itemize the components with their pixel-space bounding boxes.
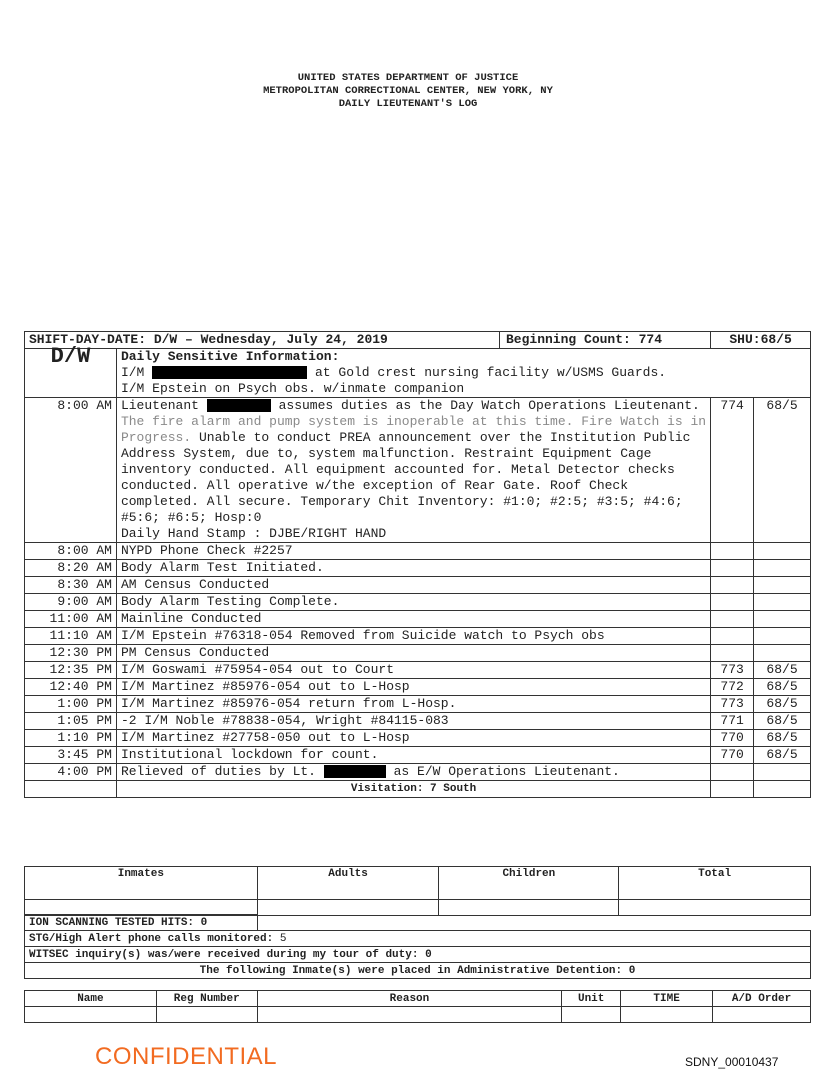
entry-text: Mainline Conducted	[116, 611, 710, 628]
entry-text: AM Census Conducted	[116, 577, 710, 594]
log-entry	[25, 696, 811, 713]
entry-text-1: assumes duties as the Day Watch Operations Lieutenant.	[278, 398, 700, 413]
entry-gray-text: The fire alarm and pump system is inoperable at this time. Fire Watch is in Progress.	[120, 414, 707, 445]
sensitive-line-2: I/M Epstein on Psych obs. w/inmate companion	[120, 381, 465, 396]
redaction-box	[207, 399, 271, 412]
entry-time: 11:00 AM	[25, 611, 117, 628]
entry-text: -2 I/M Noble #78838-054, Wright #84115-083	[116, 713, 710, 730]
visitation-header-adults: Adults	[257, 867, 439, 900]
entry-count: 770	[711, 730, 754, 747]
stg-label: STG/High Alert phone calls monitored:	[29, 932, 274, 945]
adseg-header-name: Name	[25, 991, 157, 1007]
redaction-box	[152, 366, 307, 379]
adseg-title: The following Inmate(s) were placed in Administrative Detention: 0	[25, 963, 811, 979]
entry-suffix: as E/W Operations Lieutenant.	[393, 764, 620, 779]
entry-time: 1:00 PM	[25, 696, 117, 713]
header-line-2: METROPOLITAN CORRECTIONAL CENTER, NEW YORK, NY	[263, 85, 553, 97]
entry-text: Institutional lockdown for count.	[116, 747, 710, 764]
adseg-header-time: TIME	[621, 991, 713, 1007]
entry-time: 8:30 AM	[25, 577, 117, 594]
entry-time: 12:40 PM	[25, 679, 117, 696]
entry-text: I/M Martinez #27758-050 out to L-Hosp	[116, 730, 710, 747]
visitation-table	[24, 866, 811, 916]
sensitive-line-1-suffix: at Gold crest nursing facility w/USMS Guards.	[314, 365, 667, 380]
entry-shu	[754, 594, 811, 611]
entry-shu: 68/5	[754, 679, 811, 696]
entry-count	[711, 628, 754, 645]
entry-text: Body Alarm Testing Complete.	[116, 594, 710, 611]
sensitive-title: Daily Sensitive Information:	[120, 349, 340, 364]
entry-count	[711, 560, 754, 577]
entry-time: 4:00 PM	[25, 764, 117, 781]
confidential-stamp: CONFIDENTIAL	[95, 1043, 278, 1070]
ion-scanning: ION SCANNING TESTED HITS: 0	[25, 915, 258, 931]
header-line-1: UNITED STATES DEPARTMENT OF JUSTICE	[297, 72, 519, 84]
entry-text: I/M Martinez #85976-054 return from L-Hosp.	[116, 696, 710, 713]
entry-text-2: Unable to conduct PREA announcement over the Institution Public Address System, due to, system malfunction. Restraint Equipment Cage inventory conducted. All equipment accounted for. Metal Detector checks conducted. All operative w/the exception of Rear Gate. Roof Check completed. All secure. Temporary Chit Inventory: #1:0; #2:5; #3:5; #4:6; #5:6; #6:5; Hosp:0	[120, 430, 691, 525]
status-table	[24, 914, 811, 979]
log-entries	[25, 543, 811, 764]
entry-shu: 68/5	[754, 696, 811, 713]
visitation-title-row	[25, 781, 811, 798]
log-entry	[25, 560, 811, 577]
witsec-inquiry: WITSEC inquiry(s) was/were received during my tour of duty: 0	[25, 947, 811, 963]
log-table	[24, 331, 811, 798]
document-header	[0, 72, 816, 111]
entry-time: 3:45 PM	[25, 747, 117, 764]
log-entry	[25, 713, 811, 730]
log-entry	[25, 628, 811, 645]
entry-text: I/M Martinez #85976-054 out to L-Hosp	[116, 679, 710, 696]
visitation-header-inmates: Inmates	[25, 867, 258, 900]
entry-shu	[754, 611, 811, 628]
log-entry	[25, 611, 811, 628]
entry-time: 9:00 AM	[25, 594, 117, 611]
entry-text	[116, 764, 710, 781]
log-entry	[25, 577, 811, 594]
entry-count	[711, 543, 754, 560]
adseg-header-reg: Reg Number	[156, 991, 257, 1007]
redaction-box	[324, 765, 386, 778]
entry-text: PM Census Conducted	[116, 645, 710, 662]
sensitive-line-1	[121, 365, 806, 381]
entry-shu	[754, 628, 811, 645]
shift-day-date-text: SHIFT-DAY-DATE: D/W – Wednesday, July 24, 2019	[25, 332, 500, 348]
entry-prefix: Relieved of duties by Lt.	[120, 764, 316, 779]
log-entry	[25, 543, 811, 560]
entry-shu: 68/5	[754, 398, 811, 543]
entry-count	[711, 577, 754, 594]
sensitive-line-1-prefix: I/M	[120, 365, 145, 380]
entry-time: 8:00 AM	[25, 398, 117, 543]
log-entry	[25, 730, 811, 747]
entry-text-3: Daily Hand Stamp : DJBE/RIGHT HAND	[120, 526, 387, 541]
shift-code: D/W	[25, 349, 117, 398]
stg-calls	[25, 931, 811, 947]
entry-count	[711, 645, 754, 662]
entry-shu	[754, 577, 811, 594]
stg-value: 5	[279, 932, 287, 945]
entry-count: 774	[711, 398, 754, 543]
log-entry	[25, 594, 811, 611]
entry-shu: 68/5	[754, 713, 811, 730]
entry-shu	[754, 560, 811, 577]
log-entry	[25, 645, 811, 662]
summary-row	[25, 332, 811, 349]
entry-shu	[754, 645, 811, 662]
entry-shu	[754, 764, 811, 781]
log-entry-last	[25, 764, 811, 781]
entry-count: 773	[711, 662, 754, 679]
log-entry	[25, 398, 811, 543]
entry-time: 8:20 AM	[25, 560, 117, 577]
beginning-count: Beginning Count: 774	[506, 332, 663, 347]
entry-count: 770	[711, 747, 754, 764]
entry-count: 771	[711, 713, 754, 730]
visitation-title: Visitation: 7 South	[116, 781, 710, 798]
entry-time: 12:30 PM	[25, 645, 117, 662]
log-entry	[25, 662, 811, 679]
entry-text: Body Alarm Test Initiated.	[116, 560, 710, 577]
entry-count	[711, 764, 754, 781]
entry-time: 1:05 PM	[25, 713, 117, 730]
visitation-header-children: Children	[439, 867, 619, 900]
adseg-header-reason: Reason	[257, 991, 562, 1007]
entry-text	[116, 398, 710, 543]
entry-time: 12:35 PM	[25, 662, 117, 679]
entry-text: I/M Goswami #75954-054 out to Court	[116, 662, 710, 679]
entry-count: 773	[711, 696, 754, 713]
adseg-header-ad-order: A/D Order	[713, 991, 811, 1007]
log-entry	[25, 747, 811, 764]
header-line-3: DAILY LIEUTENANT'S LOG	[338, 98, 478, 110]
entry-shu: 68/5	[754, 730, 811, 747]
shift-day-date	[25, 332, 711, 349]
adseg-table	[24, 990, 811, 1023]
entry-time: 11:10 AM	[25, 628, 117, 645]
visitation-header-total: Total	[619, 867, 811, 900]
entry-time: 8:00 AM	[25, 543, 117, 560]
entry-time: 1:10 PM	[25, 730, 117, 747]
entry-text: NYPD Phone Check #2257	[116, 543, 710, 560]
entry-shu	[754, 543, 811, 560]
entry-shu: 68/5	[754, 747, 811, 764]
entry-prefix: Lieutenant	[120, 398, 199, 413]
sensitive-info	[116, 349, 810, 398]
bates-number: SDNY_00010437	[685, 1055, 779, 1069]
adseg-header-unit: Unit	[562, 991, 621, 1007]
entry-text: I/M Epstein #76318-054 Removed from Suicide watch to Psych obs	[116, 628, 710, 645]
shu-summary: SHU:68/5	[711, 332, 811, 349]
sensitive-row	[25, 349, 811, 398]
log-entry	[25, 679, 811, 696]
entry-count: 772	[711, 679, 754, 696]
entry-shu: 68/5	[754, 662, 811, 679]
entry-count	[711, 594, 754, 611]
entry-count	[711, 611, 754, 628]
